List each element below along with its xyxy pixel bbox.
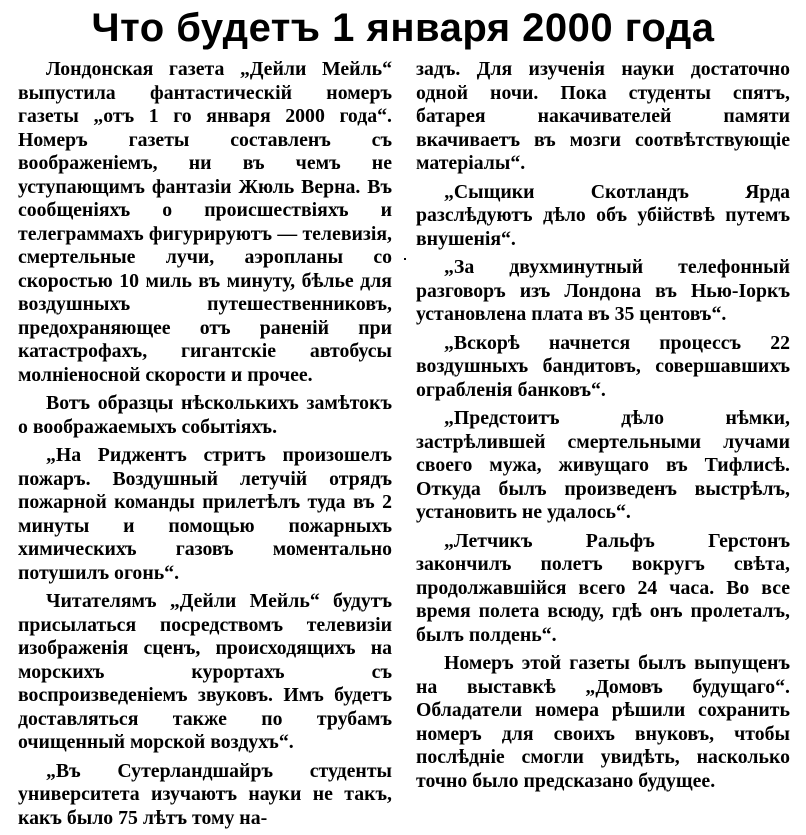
left-column xyxy=(18,58,392,835)
television-note-paragraph: Читателямъ „Дейли Мейль“ будутъ присылаться посредствомъ телевизіи изображенія сценъ, происходящихъ на морскихъ курортахъ съ воспроизведеніемъ звуковъ. Имъ будетъ доставляться также по трубамъ очищенный морской воздухъ“. xyxy=(18,590,392,753)
students-note-paragraph: „Въ Сутерландшайръ студенты университета изучаютъ науки не такъ, какъ было 75 лѣтъ тому на- xyxy=(18,759,392,829)
tiflis-note-paragraph: „Предстоитъ дѣло нѣмки, застрѣлившей смертельными лучами своего мужа, живущаго въ Тифлисѣ. Откуда былъ произведенъ выстрѣлъ, установить не удалось“. xyxy=(416,407,790,523)
scotland-yard-note-paragraph: „Сыщики Скотландъ Ярда разслѣдуютъ дѣло объ убійствѣ путемъ внушенія“. xyxy=(416,180,790,250)
telephone-note-paragraph: „За двухминутный телефонный разговоръ изъ Лондона въ Нью-Іоркъ установлена плата въ 35 центовъ“. xyxy=(416,256,790,325)
intro-paragraph: Лондонская газета „Дейли Мейль“ выпустила фантастическій номеръ газеты „отъ 1 го января 2000 года“. Номеръ газеты составленъ съ воображеніемъ, ни въ чемъ не уступающимъ фантазіи Жюль Верна. Въ сообщеніяхъ о происшествіяхъ и телеграммахъ фигурируютъ — телевизія, смертельные лучи, аэропланы со скоростью 10 миль въ минуту, бѣлье для воздушныхъ путешественниковъ, предохраняющее отъ раненій при катастрофахъ, гигантскіе автобусы молніеносной скорости и прочее. xyxy=(18,58,392,386)
column-divider-dot xyxy=(404,258,406,260)
exhibition-note-paragraph: Номеръ этой газеты былъ выпущенъ на выставкѣ „Домовъ будущаго“. Обладатели номера рѣшили сохранить номеръ для своихъ внуковъ, чтобы послѣдніе смогли увидѣть, насколько точно было предсказано будущее. xyxy=(416,652,790,792)
bandits-note-paragraph: „Вскорѣ начнется процессъ 22 воздушныхъ бандитовъ, совершавшихъ ограбленія банковъ“. xyxy=(416,331,790,401)
article-headline: Что будетъ 1 января 2000 года xyxy=(91,6,715,50)
fire-note-paragraph: „На Риджентъ стритъ произошелъ пожаръ. Воздушный летучій отрядъ пожарной команды прилетѣлъ туда въ 2 минуты и помощью пожарныхъ химическихъ газовъ моментально потушилъ огонь“. xyxy=(18,444,392,584)
right-column xyxy=(416,58,790,798)
examples-intro-paragraph: Вотъ образцы нѣсколькихъ замѣтокъ о воображаемыхъ событіяхъ. xyxy=(18,392,392,438)
pilot-note-paragraph: „Летчикъ Ральфъ Герстонъ закончилъ полетъ вокругъ свѣта, продолжавшійся всего 24 часа. Во все время полета всюду, гдѣ онъ пролеталъ, былъ полдень“. xyxy=(416,529,790,646)
students-note-continuation: задъ. Для изученія науки достаточно одной ночи. Пока студенты спятъ, батарея накачивателей памяти вкачиваетъ въ мозги соотвѣтствующіе матеріалы“. xyxy=(416,58,790,174)
